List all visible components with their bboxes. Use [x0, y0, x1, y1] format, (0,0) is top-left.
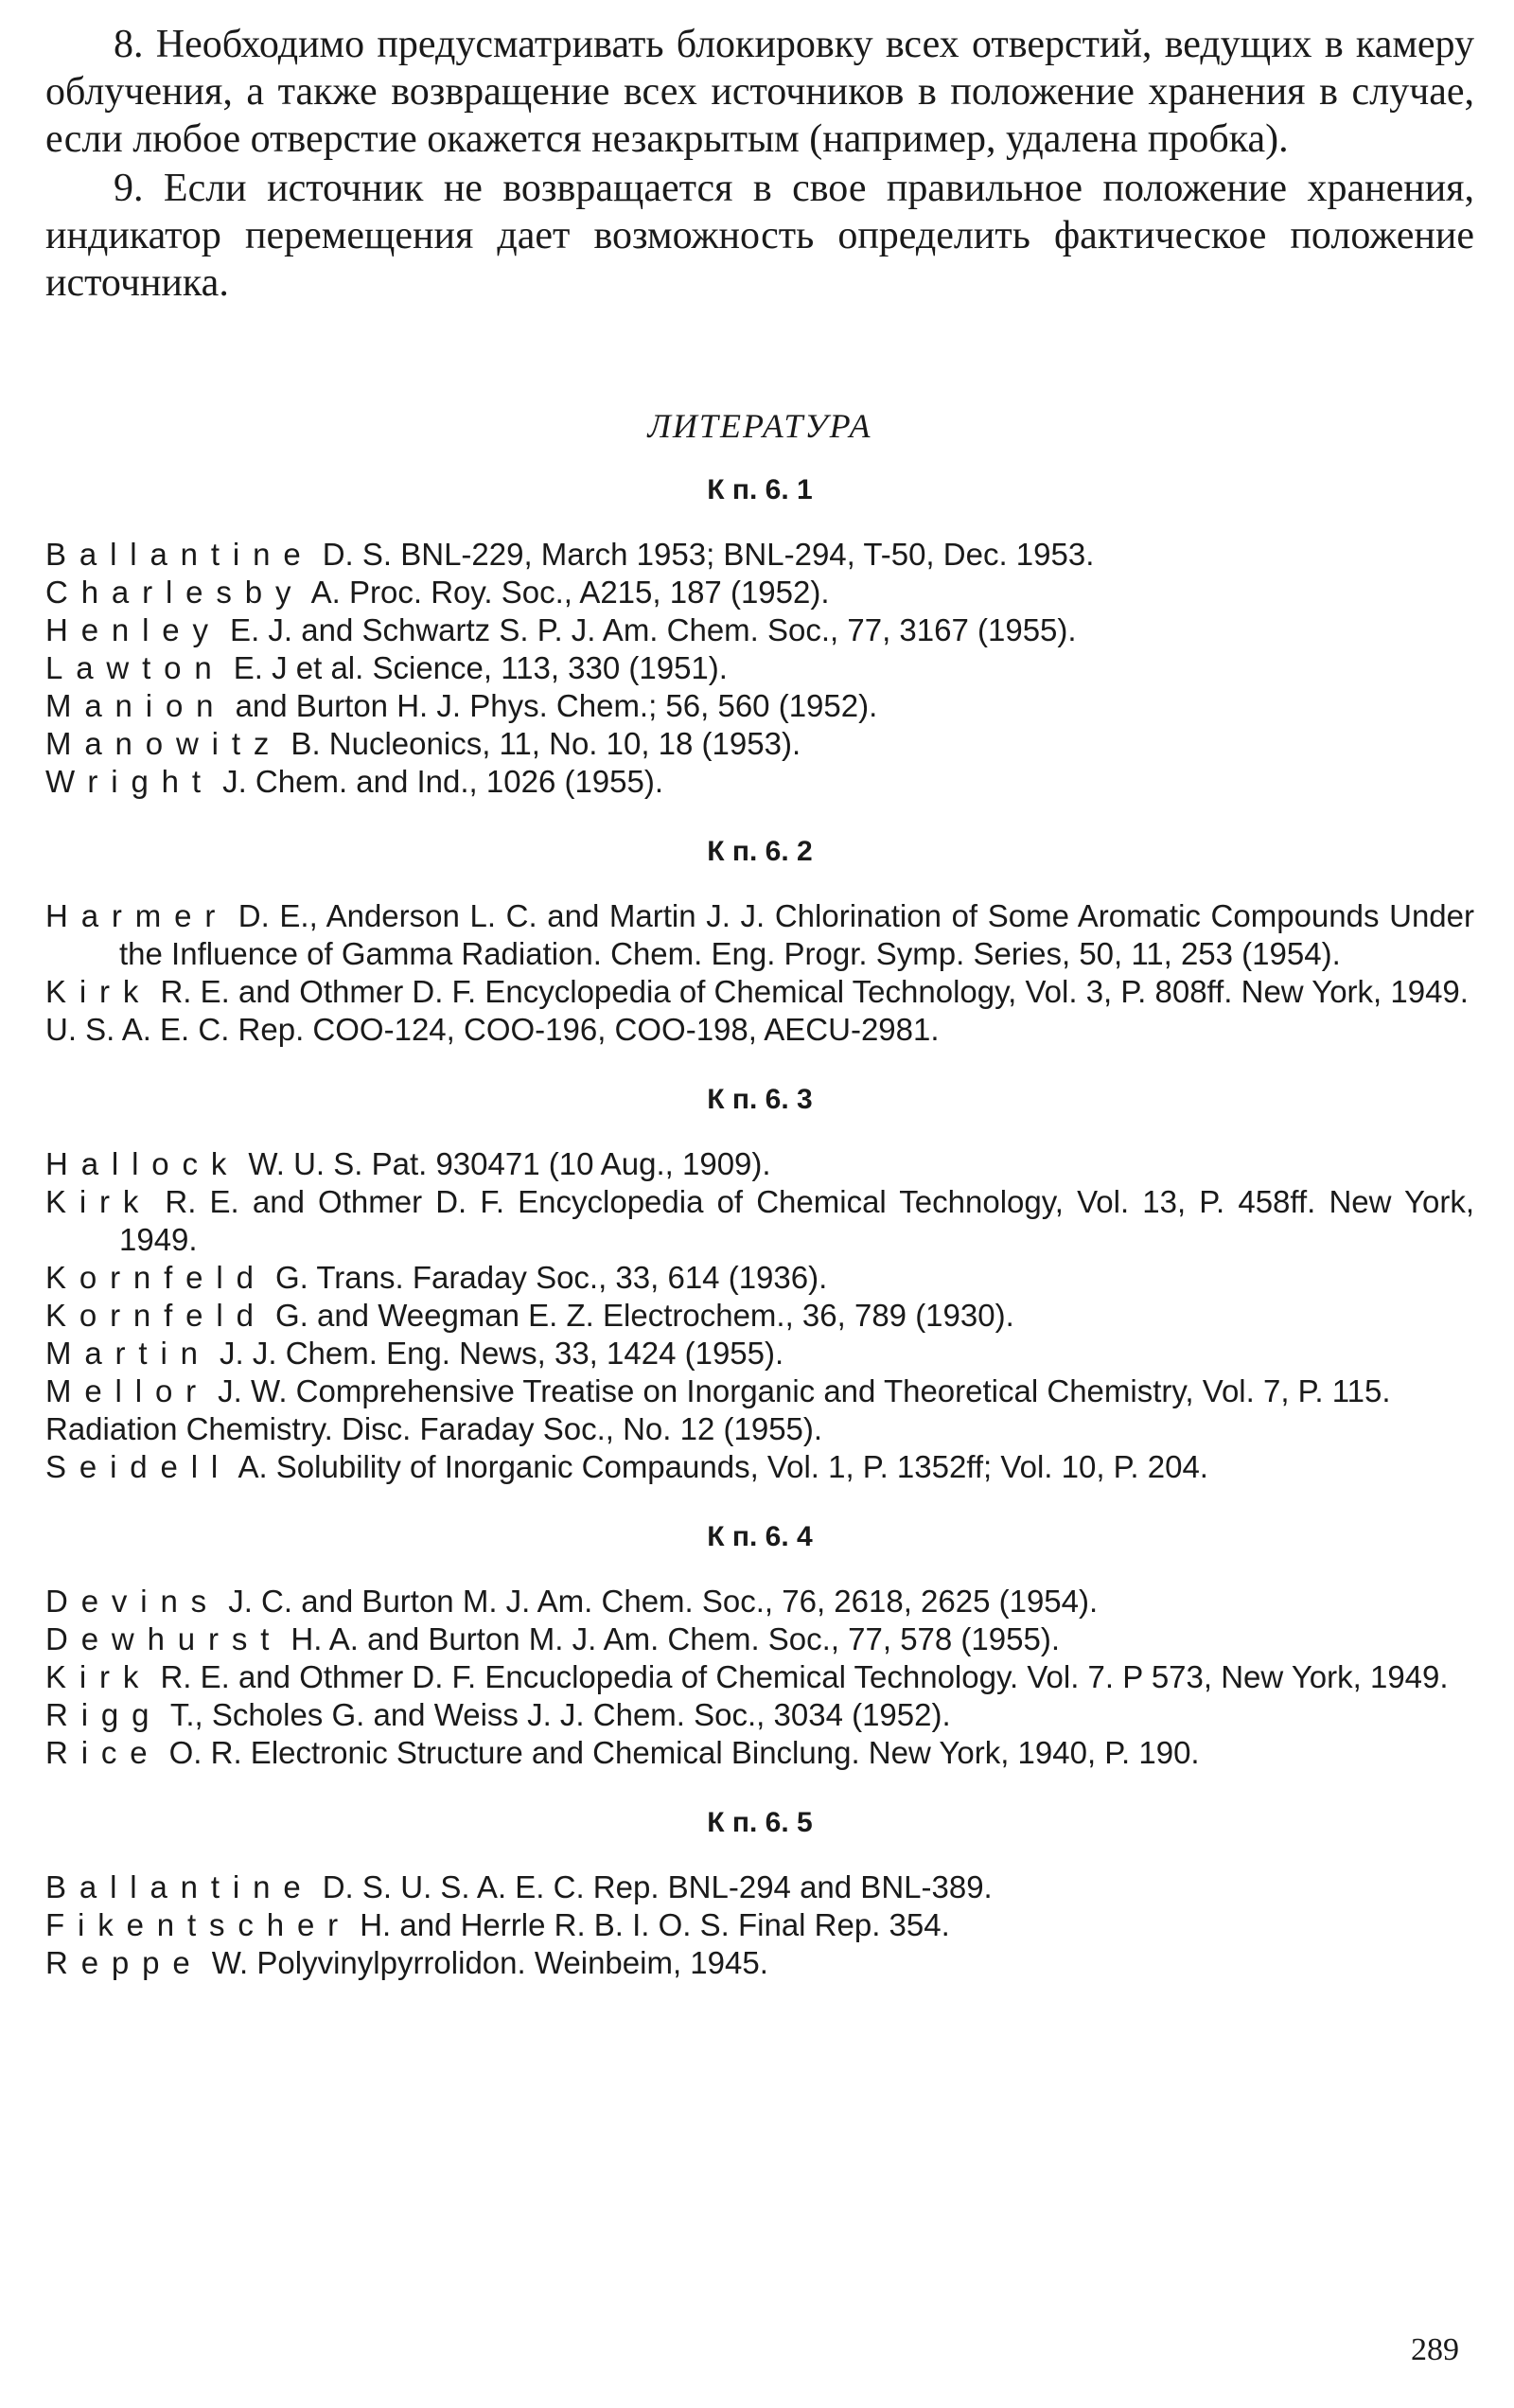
reference-text: J. Chem. and Ind., 1026 (1955). — [213, 764, 664, 799]
section-title-6-5: К п. 6. 5 — [707, 1807, 813, 1838]
reference-list-6-3 — [45, 1145, 1474, 1486]
reference-text: D. S. U. S. A. E. C. Rep. BNL-294 and BNL-389. — [313, 1869, 993, 1904]
reference-text: T., Scholes G. and Weiss J. J. Chem. Soc., 3034 (1952). — [162, 1697, 951, 1732]
reference-item — [45, 1448, 1474, 1486]
section-title-6-4: К п. 6. 4 — [707, 1521, 813, 1552]
reference-list-6-5 — [45, 1868, 1474, 1982]
reference-author: Rice — [45, 1735, 161, 1770]
reference-text: J. W. Comprehensive Treatise on Inorganic and Theoretical Chemistry, Vol. 7, P. 115. — [209, 1373, 1391, 1408]
reference-item — [45, 536, 1474, 574]
reference-text: B. Nucleonics, 11, No. 10, 18 (1953). — [282, 726, 801, 761]
reference-item — [45, 973, 1474, 1011]
reference-author: Kirk — [45, 974, 152, 1009]
reference-item — [45, 1734, 1474, 1772]
reference-text: Radiation Chemistry. Disc. Faraday Soc., No. 12 (1955). — [45, 1411, 823, 1446]
reference-author: Manion — [45, 688, 227, 723]
reference-author: Harmer — [45, 898, 229, 933]
reference-item — [45, 1297, 1474, 1335]
reference-text: G. Trans. Faraday Soc., 33, 614 (1936). — [266, 1260, 828, 1295]
reference-text: J. C. and Burton M. J. Am. Chem. Soc., 76, 2618, 2625 (1954). — [220, 1584, 1099, 1619]
reference-text: and Burton H. J. Phys. Chem.; 56, 560 (1952). — [226, 688, 878, 723]
reference-text: E. J. and Schwartz S. P. J. Am. Chem. Soc., 77, 3167 (1955). — [220, 612, 1077, 647]
reference-item — [45, 1145, 1474, 1183]
reference-item — [45, 687, 1474, 725]
reference-list-6-4 — [45, 1583, 1474, 1772]
reference-author: Martin — [45, 1336, 211, 1371]
reference-text: G. and Weegman E. Z. Electrochem., 36, 789 (1930). — [266, 1298, 1014, 1333]
section-title-6-3: К п. 6. 3 — [707, 1084, 813, 1115]
reference-author: Devins — [45, 1584, 220, 1619]
paragraph-8: 8. Необходимо предусматривать блокировку всех отверстий, ведущих в камеру облучения, а также возвращение всех источников в положение хранения в случае, если любое отверстие окажется незакрытым (например, удалена пробка). — [45, 23, 1474, 161]
reference-item — [45, 611, 1474, 649]
reference-author: Kornfeld — [45, 1298, 267, 1333]
reference-item — [45, 1944, 1474, 1982]
reference-item — [45, 1868, 1474, 1906]
reference-text: A. Proc. Roy. Soc., A215, 187 (1952). — [304, 575, 830, 610]
reference-text: H. A. and Burton M. J. Am. Chem. Soc., 77, 578 (1955). — [282, 1621, 1060, 1656]
reference-item — [45, 1259, 1474, 1297]
reference-text: R. E. and Othmer D. F. Encuclopedia of Chemical Technology. Vol. 7. P 573, New York, 1949. — [151, 1659, 1449, 1694]
reference-author: Wright — [45, 764, 214, 799]
reference-author: Manowitz — [45, 726, 283, 761]
page-content — [45, 21, 1474, 1982]
reference-author: Ballantine — [45, 537, 314, 572]
reference-text: A. Solubility of Inorganic Compaunds, Vol. 1, P. 1352ff; Vol. 10, P. 204. — [231, 1449, 1208, 1484]
reference-text: R. E. and Othmer D. F. Encyclopedia of Chemical Technology, Vol. 3, P. 808ff. New York, 1949. — [151, 974, 1469, 1009]
reference-text: W. Polyvinylpyrrolidon. Weinbeim, 1945. — [202, 1945, 768, 1980]
literature-heading: ЛИТЕРАТУРА — [647, 407, 872, 445]
reference-author: Seidell — [45, 1449, 232, 1484]
reference-item — [45, 1696, 1474, 1734]
reference-text: W. U. S. Pat. 930471 (10 Aug., 1909). — [239, 1146, 771, 1181]
section-title-6-1: К п. 6. 1 — [707, 474, 813, 505]
reference-author: Ballantine — [45, 1869, 314, 1904]
reference-author: Kirk — [45, 1184, 152, 1219]
reference-item — [45, 1906, 1474, 1944]
reference-item — [45, 1583, 1474, 1620]
paragraph-9: 9. Если источник не возвращается в свое правильное положение хранения, индикатор перемещения дает возможность определить фактическое положение источника. — [45, 167, 1474, 305]
reference-item — [45, 649, 1474, 687]
reference-item — [45, 763, 1474, 801]
reference-item — [45, 1183, 1474, 1259]
section-title-6-2: К п. 6. 2 — [707, 836, 813, 867]
reference-item — [45, 1410, 1474, 1448]
reference-author: Fikentscher — [45, 1907, 352, 1942]
reference-author: Kornfeld — [45, 1260, 267, 1295]
reference-text: D. E., Anderson L. C. and Martin J. J. Chlorination of Some Aromatic Compounds Under the Influence of Gamma Radiation. Chem. Eng. Progr. Symp. Series, 50, 11, 253 (1954). — [119, 898, 1474, 971]
reference-text: D. S. BNL-229, March 1953; BNL-294, T-50, Dec. 1953. — [313, 537, 1095, 572]
reference-author: Mellor — [45, 1373, 210, 1408]
reference-item — [45, 897, 1474, 973]
reference-text: J. J. Chem. Eng. News, 33, 1424 (1955). — [210, 1336, 784, 1371]
reference-text: U. S. A. E. C. Rep. COO-124, COO-196, COO-198, AECU-2981. — [45, 1012, 940, 1047]
reference-item — [45, 574, 1474, 611]
reference-item — [45, 1372, 1474, 1410]
reference-author: Rigg — [45, 1697, 163, 1732]
reference-author: Lawton — [45, 650, 225, 685]
reference-text: E. J et al. Science, 113, 330 (1951). — [224, 650, 728, 685]
reference-text: H. and Herrle R. B. I. O. S. Final Rep. 354. — [351, 1907, 950, 1942]
reference-author: Charlesby — [45, 575, 305, 610]
reference-author: Hallock — [45, 1146, 240, 1181]
reference-author: Reppe — [45, 1945, 203, 1980]
reference-item — [45, 1011, 1474, 1049]
reference-author: Henley — [45, 612, 221, 647]
reference-author: Kirk — [45, 1659, 152, 1694]
reference-item — [45, 1335, 1474, 1372]
reference-text: R. E. and Othmer D. F. Encyclopedia of Chemical Technology, Vol. 13, P. 458ff. New York, 1949. — [119, 1184, 1474, 1257]
reference-item — [45, 1620, 1474, 1658]
reference-text: O. R. Electronic Structure and Chemical Binclung. New York, 1940, P. 190. — [160, 1735, 1200, 1770]
page-number: 289 — [1411, 2332, 1459, 2367]
reference-list-6-2 — [45, 897, 1474, 1049]
reference-item — [45, 1658, 1474, 1696]
reference-list-6-1 — [45, 536, 1474, 801]
reference-item — [45, 725, 1474, 763]
reference-author: Dewhurst — [45, 1621, 283, 1656]
